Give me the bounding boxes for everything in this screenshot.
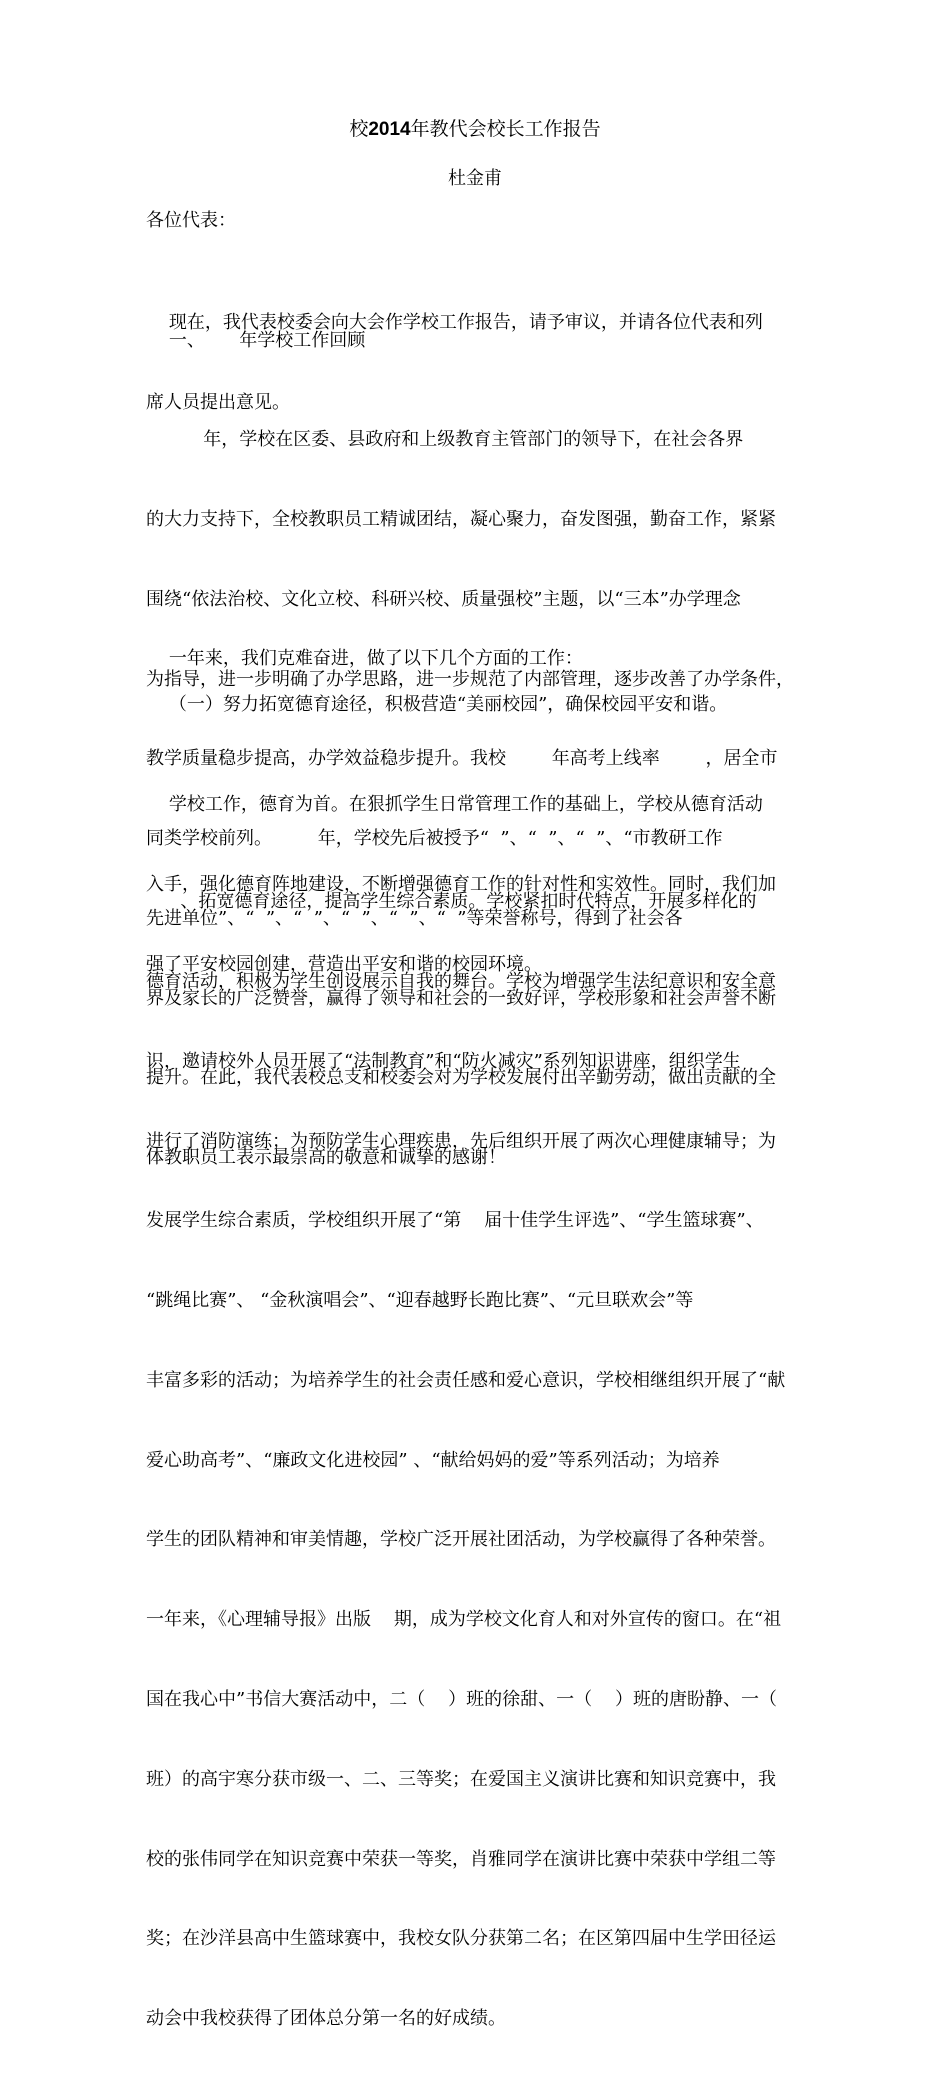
text-line: 丰富多彩的活动；为培养学生的社会责任感和爱心意识，学校相继组织开展了“献 xyxy=(146,1369,786,1391)
text-line: 教学质量稳步提高，办学效益稳步提升。我校 年高考上线率 ，居全市 xyxy=(146,748,778,770)
text-line: 进行了消防演练；为预防学生心理疾患，先后组织开展了两次心理健康辅导；为 xyxy=(146,1130,776,1152)
text-line: 班）的高宇寒分获市级一、二、三等奖；在爱国主义演讲比赛和知识竞赛中，我 xyxy=(146,1768,776,1790)
text-line: 先进单位”、“ ”、“ ”、“ ”、“ ”、“ ”等荣誉称号，得到了社会各 xyxy=(146,907,683,929)
text-line: 爱心助高考”、“廉政文化进校园” 、“献给妈妈的爱”等系列活动；为培养 xyxy=(146,1449,720,1471)
text-line: 现在，我代表校委会向大会作学校工作报告，请予审议，并请各位代表和列 xyxy=(146,312,763,334)
text-line: 入手，强化德育阵地建设，不断增强德育工作的针对性和实效性。同时，我们加 xyxy=(146,873,776,895)
title-year: 2014 xyxy=(368,119,411,140)
text-line: 席人员提出意见。 xyxy=(146,391,290,413)
moral-item-paragraph xyxy=(146,836,811,2086)
text-line: 年，学校在区委、县政府和上级教育主管部门的领导下，在社会各界 xyxy=(146,429,744,451)
text-line: 同类学校前列。 年，学校先后被授予“ ”、“ ”、“ ”、“市教研工作 xyxy=(146,828,723,850)
salutation: 各位代表： xyxy=(146,210,236,231)
text-line: 围绕“依法治校、文化立校、科研兴校、质量强校”主题，以“三本”办学理念 xyxy=(146,588,741,610)
text-line: 、拓宽德育途径，提高学生综合素质。学校紧扣时代特点，开展多样化的 xyxy=(146,891,757,913)
text-line: 体教职员工表示最崇高的敬意和诚挚的感谢！ xyxy=(146,1147,506,1169)
text-line: 识，邀请校外人员开展了“法制教育”和“防火减灾”系列知识讲座，组织学生 xyxy=(146,1050,741,1072)
text-line: 德育活动，积极为学生创设展示自我的舞台。学校为增强学生法纪意识和安全意 xyxy=(146,970,776,992)
text-line: 奖；在沙洋县高中生篮球赛中，我校女队分获第二名；在区第四届中生学田径运 xyxy=(146,1928,776,1950)
section-heading: 一、 年学校工作回顾 xyxy=(146,330,366,351)
text-line: 校的张伟同学在知识竞赛中荣获一等奖，肖雅同学在演讲比赛中荣获中学组二等 xyxy=(146,1848,776,1870)
text-line: 一年来，《心理辅导报》出版 期，成为学校文化育人和对外宣传的窗口。在“祖 xyxy=(146,1609,782,1631)
title-suffix: 年教代会校长工作报告 xyxy=(410,118,601,140)
author-name: 杜金甫 xyxy=(448,168,502,189)
subsection-heading: （一）努力拓宽德育途径，积极营造“美丽校园”，确保校园平安和谐。 xyxy=(146,694,728,715)
text-line: “跳绳比赛”、 “金秋演唱会”、“迎春越野长跑比赛”、“元旦联欢会”等 xyxy=(146,1290,694,1312)
title-prefix: 校 xyxy=(349,118,369,140)
text-line: 国在我心中”书信大赛活动中，二（ ）班的徐甜、一（ ）班的唐盼静、一（ xyxy=(146,1689,777,1710)
document-title xyxy=(0,114,950,141)
text-line: 界及家长的广泛赞誉，赢得了领导和社会的一致好评，学校形象和社会声誉不断 xyxy=(146,987,776,1009)
text-line: 为指导，进一步明确了办学思路，进一步规范了内部管理，逐步改善了办学条件， xyxy=(146,668,794,690)
text-line: 提升。在此，我代表校总支和校委会对为学校发展付出辛勤劳动，做出贡献的全 xyxy=(146,1067,776,1089)
text-line: 学校工作，德育为首。在狠抓学生日常管理工作的基础上，学校从德育活动 xyxy=(146,794,763,816)
summary-sentence: 一年来，我们克难奋进，做了以下几个方面的工作： xyxy=(146,648,583,669)
text-line: 发展学生综合素质，学校组织开展了“第 届十佳学生评选”、“学生篮球赛”、 xyxy=(146,1210,764,1232)
text-line: 的大力支持下，全校教职员工精诚团结，凝心聚力，奋发图强，勤奋工作，紧紧 xyxy=(146,508,776,530)
text-line: 动会中我校获得了团体总分第一名的好成绩。 xyxy=(146,2008,506,2030)
text-line: 学生的团队精神和审美情趣，学校广泛开展社团活动，为学校赢得了各种荣誉。 xyxy=(146,1529,776,1551)
text-line: 强了平安校园创建，营造出平安和谐的校园环境。 xyxy=(146,953,542,975)
